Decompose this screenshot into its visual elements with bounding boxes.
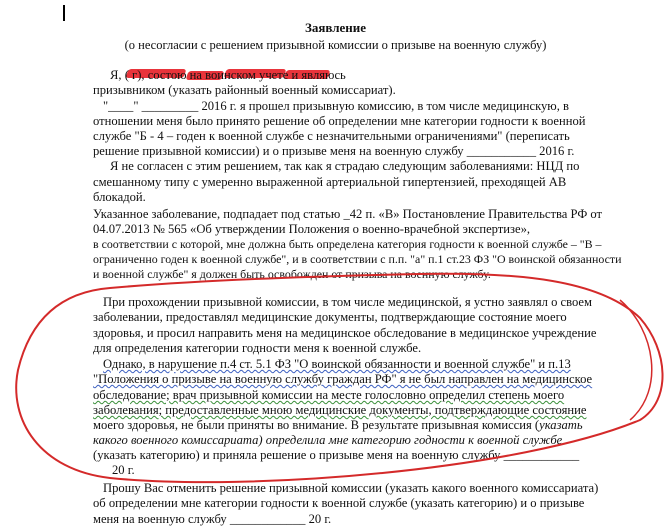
text-line: "Положения о призыве на военную службу граждан РФ" я не был направлен на медицинское: [93, 372, 593, 386]
text-line: Однако, в нарушение п.4 ст. 5.1 ФЗ "О воинской обязанности и военной службе" и п.13: [103, 357, 571, 371]
text-line: какого военного комиссариата) определила мне категорию годности к военной службе: [93, 433, 563, 447]
text-line: блокадой.: [93, 190, 146, 204]
text-line: заболевания; предоставленные мною медицинские документы, подтверждающие состояние: [93, 403, 587, 417]
text-line: отношении меня было принято решение об определении мне категории годности к военной: [93, 114, 586, 128]
text-line: для определения категории годности меня к военной службе.: [93, 341, 422, 355]
text-line: Указанное заболевание, подпадает под статью _42 п. «В» Постановление Правительства РФ от: [93, 207, 603, 221]
text-line: меня на военную службу ____________ 20 г.: [93, 512, 332, 526]
text-line: решение призывной комиссии) и о призыве меня на военную службу ___________ 2016 г.: [93, 144, 575, 158]
text-line: службе "Б - 4 – годен к военной службе с незначительными ограничениями" (переписать: [93, 129, 570, 143]
text-line: 04.07.2013 № 565 «Об утверждении Положения о военно-врачебной экспертизе»,: [93, 222, 531, 236]
text-line: смешанному типу с умеренно выраженной артериальной гипертензией, преходящей АВ: [93, 175, 567, 189]
text-line: 20 г.: [112, 463, 135, 477]
text-line: призывником (указать районный военный комиссариат).: [93, 83, 396, 97]
text-line: заболевании, предоставлял медицинские документы, подтверждающие состояние моего: [93, 310, 567, 324]
text-line: об определении мне категории годности к военной службе (указать категорию) и о призыве: [93, 496, 585, 510]
document-subtitle: (о несогласии с решением призывной комиссии о призыве на военную службу): [124, 38, 547, 52]
text-line: "____" _________ 2016 г. я прошел призывную комиссию, в том числе медицинскую, в: [103, 99, 569, 113]
text-line: (указать категорию) и приняла решение о призыве меня на военную службу ____________: [93, 448, 580, 462]
text-line: Я, ( г), состою на воинском учете и являюсь: [110, 68, 346, 82]
text-line: Прошу Вас отменить решение призывной комиссии (указать какого военного комиссариата): [103, 481, 599, 495]
text-line: в соответствии с которой, мне должна быть определена категория годности к военной службе – "В –: [93, 237, 602, 251]
text-line: обследование; врач призывной комиссии на месте голословно определил степень моего: [93, 388, 565, 402]
text-line: При прохождении призывной комиссии, в том числе медицинской, я устно заявлял о своем: [103, 295, 592, 309]
text-line: и военной службе" я должен быть освобожден от призыва на военную службу.: [93, 267, 491, 281]
text-line: ограниченно годен к военной службе", и в соответствии с п.п. "а" п.1 ст.23 ФЗ "О воинской обязанности: [93, 252, 622, 266]
document-title: Заявление: [304, 20, 367, 35]
text-line: Я не согласен с этим решением, так как я страдаю следующим заболеваниями: НЦД по: [110, 159, 580, 173]
text-line: здоровья, и просил направить меня на медицинское обследование в медицинское учреждение: [93, 326, 597, 340]
italic-insert: указать: [539, 418, 583, 432]
text-line: моего здоровья, не были приняты во внимание. В результате призывная комиссия (указать: [93, 418, 583, 432]
